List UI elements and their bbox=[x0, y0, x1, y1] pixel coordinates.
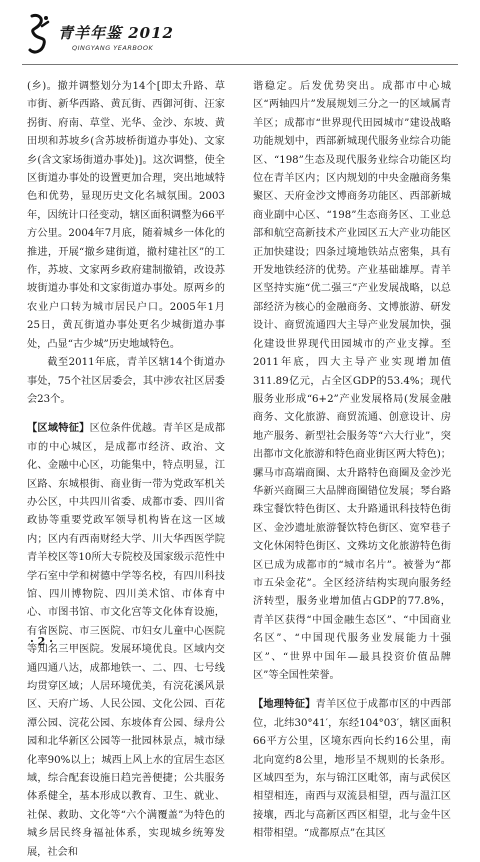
left-para-3 bbox=[27, 419, 225, 862]
left-column bbox=[27, 78, 225, 862]
right-column bbox=[253, 78, 451, 844]
left-para-3-text: 区位条件优越。青羊区是成都市的中心城区，是成都市经济、政治、文化、金融中心区，功能集中，特点明显，江区路、东城根街、商业街一带为党政军机关办公区，中共四川省委、成都市委、四川省政协等重要党政军领导机构皆在这一区域内；区内有西南财经大学、川大华西医学院青羊校区等10所大专院校及国家级示范性中学石室中学和树德中学等名校，有四川科技馆、四川博物院、四川美术馆、市体育中心、市图书馆、市文化宫等文化体育设施，有省医院、市三医院、市妇女儿童中心医院等知名三甲医院。发展环境优良。区域内交通四通八达，成都地铁一、二、四、七号线均贯穿区域；人居环境优美，有浣花溪风景区、天府广场、人民公园、文化公园、百花潭公园、浣花公园、东坡体育公园、绿舟公园和北华新区公园等一批园林景点，城市绿化率90%以上；城西上风上水的宜居生态区域，综合配套设施日趋完善便捷；公共服务体系健全，基本形成以教育、卫生、就业、社保、救助、文化等“六个满覆盖”为特色的城乡居民终身福祉体系，实现城乡统筹发展，社会和 bbox=[27, 423, 226, 858]
yearbook-year: 2012 bbox=[128, 24, 174, 42]
calligraphy-logo-icon bbox=[26, 12, 52, 56]
yearbook-title bbox=[58, 22, 174, 43]
section-title-geography: 【地理特征】 bbox=[253, 698, 316, 711]
section-title-region: 【区域特征】 bbox=[27, 422, 90, 435]
header-rule bbox=[22, 64, 458, 65]
right-para-2 bbox=[253, 695, 451, 843]
page-header bbox=[22, 12, 462, 64]
yearbook-subtitle: QINGYANG YEARBOOK bbox=[72, 44, 154, 52]
yearbook-title-cn: 青羊年鉴 bbox=[58, 24, 123, 42]
right-para-1: 谐稳定。后发优势突出。成都市中心城区“两轴四片”发展规划三分之一的区域属青羊区；成都市“世界现代田园城市”建设战略功能规划中，西部新城现代服务业综合功能区、“198”生态及现代服务业综合功能区均位在青羊区内；区内规划的中央金融商务集聚区、天府金沙文博商务功能区、西部新城商业副中心区、“198”生态商务区、工业总部和航空高新技术产业园区五大产业功能区正加快建设；四条过境地铁站点密集，具有开发地铁经济的优势。产业基础雄厚。青羊区坚持实施“优二强三”产业发展战略，以总部经济为核心的金融商务、文博旅游、研发设计、商贸流通四大主导产业发展加快，强化建设世界现代田园城市的产业支撑。至2011年底，四大主导产业实现增加值311.89亿元，占全区GDP的53.4%；现代服务业形成“6+2”产业发展格局(发展金融商务、文化旅游、商贸流通、创意设计、房地产服务、新型社会服务等“六大行业”，突出都市文化旅游和特色商业街区两大特色)；骡马市高端商圈、太升路特色商圈及金沙光华新兴商圈三大品牌商圈错位发展；琴台路珠宝餐饮特色街区、太升路通讯科技特色街区、金沙遗址旅游餐饮特色街区、宽窄巷子文化休闲特色街区、文殊坊文化旅游特色街区已成为成都市的“城市名片”。被誉为“都市五朵金花”。全区经济结构实现向服务经济转型，服务业增加值占GDP的77.8%，青羊区获得“中国金融生态区”、“中国商业名区”、“中国现代服务业发展能力十强区”、“世界中国年—最具投资价值品牌区”等全国性荣誉。 bbox=[253, 81, 451, 681]
left-para-2: 截至2011年底，青羊区辖14个街道办事处，75个社区居委会，其中涉农社区居委会23个。 bbox=[27, 357, 225, 405]
right-para-2-text: 青羊区位于成都市区的中西部位，北纬30°41′，东经104°03′，辖区面积66平方公里，区境东西向长约16公里，南北向宽约8公里，地形呈不规则的长条形。区域四至为，东与锦江区毗邻，南与武侯区相望相连，南西与双流县相望，西与温江区接壤，西北与高新区西区相望，北与金牛区相带相望。“成都原点”在其区 bbox=[253, 699, 452, 840]
left-para-1: (乡)。撤并调整划分为14个[即太升路、草市街、新华西路、黄瓦街、西御河街、汪家拐街、府南、草堂、光华、金沙、东坡、黄田坝和苏坡乡(含苏坡桥街道办事处)、文家乡(含文家场街道办事处)]。这次调整，使全区街道办事处的设置更加合理，突出地域特色和优势，显现历史文化名城氛围。2003年，因统计口径变动，辖区面积调整为66平方公里。2004年7月底，随着城乡一体化的推进，开展“撤乡建街道，撤村建社区”的工作，苏坡、文家两乡政府建制撤销，改设苏坡街道办事处和文家街道办事处。原两乡的农业户口转为城市居民户口。2005年1月25日，黄瓦街道办事处更名少城街道办事处，凸显“古少城”历史地域特色。 bbox=[27, 81, 225, 350]
page-number: · 2 · bbox=[30, 635, 53, 648]
